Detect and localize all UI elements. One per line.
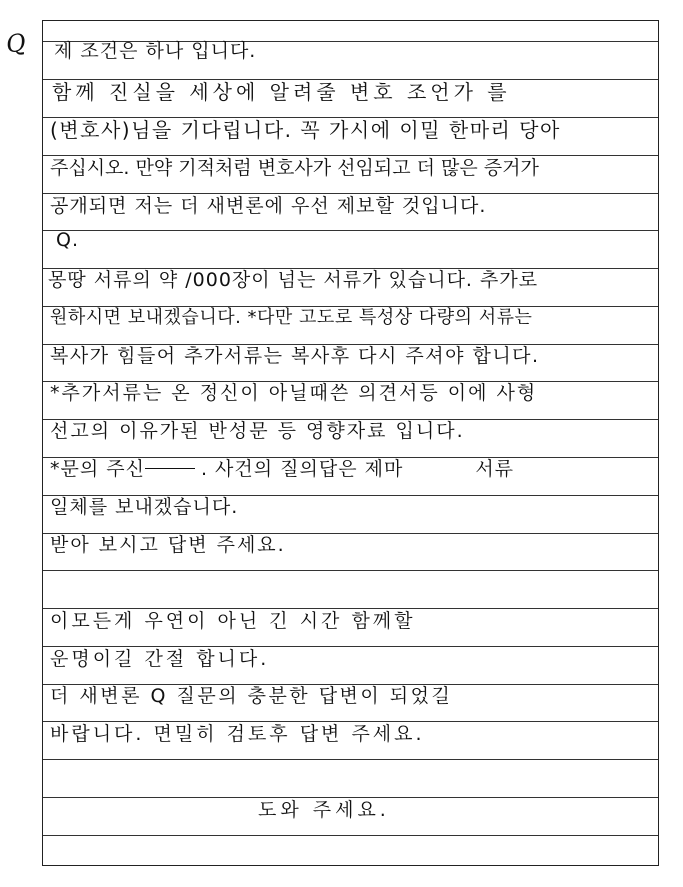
handwritten-line-14: 받아 보시고 답변 주세요.	[50, 534, 286, 556]
inquiry-text: *문의 주신	[50, 458, 145, 480]
handwritten-line-15: 이모든게 우연이 아닌 긴 시간 함께할	[50, 610, 416, 632]
handwritten-line-16: 운명이길 간절 합니다.	[50, 648, 270, 670]
handwritten-line-2: 함께 진실을 세상에 알려줄 변호 조언가 를	[52, 80, 511, 104]
handwritten-line-4: 주십시오. 만약 기적처럼 변호사가 선임되고 더 많은 증거가	[50, 157, 539, 179]
handwritten-line-11: 선고의 이유가된 반성문 등 영향자료 입니다.	[50, 420, 465, 442]
handwritten-line-5: 공개되면 저는 더 새변론에 우선 제보할 것입니다.	[50, 195, 487, 217]
ruled-line	[43, 835, 658, 836]
handwritten-line-8: 원하시면 보내겠습니다. *다만 고도로 특성상 다량의 서류는	[50, 307, 533, 328]
handwritten-line-6: Q.	[56, 229, 79, 251]
handwritten-line-10: *추가서류는 온 정신이 아닐때쓴 의견서등 이에 사형	[50, 382, 538, 404]
ruled-line	[43, 230, 658, 231]
handwritten-line-12	[50, 454, 514, 481]
handwritten-line-3: (변호사)님을 기다립니다. 꼭 가시에 이밀 한마리 당아	[50, 118, 561, 142]
margin-question-mark: Q	[4, 28, 28, 59]
handwritten-line-closing: 도와 주세요.	[258, 799, 390, 821]
handwritten-line-1: 제 조건은 하나 입니다.	[54, 40, 257, 62]
blank-underline	[145, 468, 195, 469]
inquiry-text-end: 서류	[475, 458, 515, 480]
handwritten-line-18: 바랍니다. 면밀히 검토후 답변 주세요.	[50, 723, 425, 745]
handwritten-line-17: 더 새변론 Q 질문의 충분한 답변이 되었길	[50, 685, 453, 707]
ruled-line	[43, 759, 658, 760]
handwritten-line-13: 일체를 보내겠습니다.	[50, 496, 239, 518]
handwritten-line-7: 몽땅 서류의 약 /000장이 넘는 서류가 있습니다. 추가로	[48, 269, 539, 291]
inquiry-text-cont: . 사건의 질의답은 제마	[200, 458, 404, 480]
ruled-line	[43, 570, 658, 571]
handwritten-line-9: 복사가 힘들어 추가서류는 복사후 다시 주셔야 합니다.	[50, 345, 540, 367]
